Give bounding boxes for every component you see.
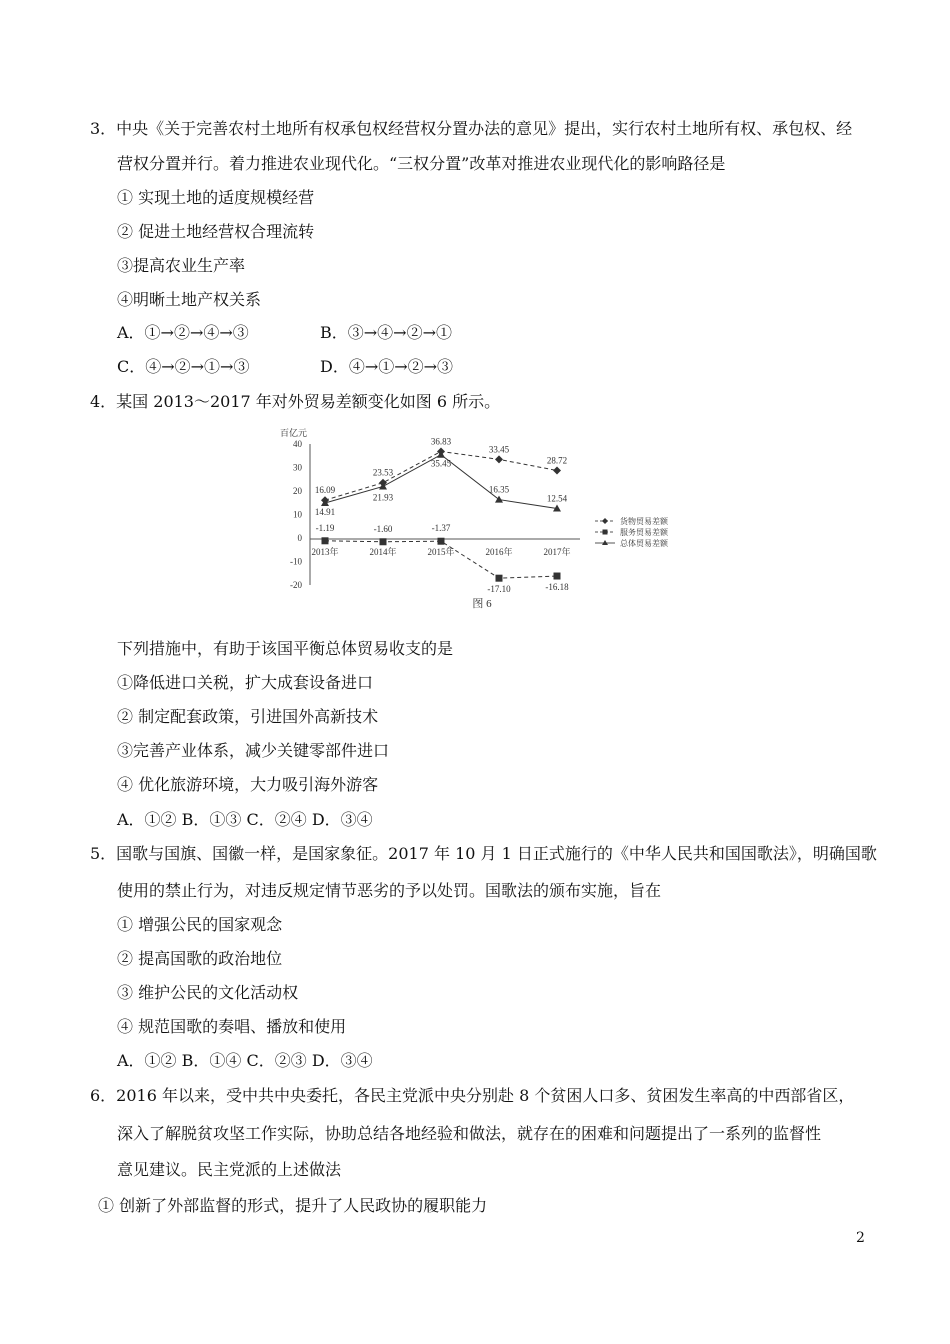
- q3-option-3: ③提高农业生产率: [117, 256, 246, 275]
- data-point: [495, 455, 503, 463]
- q5-option-1: ① 增强公民的国家观念: [117, 915, 283, 934]
- q4-lead: 下列措施中，有助于该国平衡总体贸易收支的是: [117, 639, 454, 658]
- chart-caption: 图 6: [472, 598, 492, 610]
- data-point: [496, 575, 503, 582]
- data-label: 21.93: [372, 492, 394, 503]
- data-label: 12.54: [546, 493, 568, 504]
- data-label: -1.60: [373, 523, 393, 534]
- x-tick-label: 2017年: [543, 547, 571, 557]
- y-tick-label: 10: [293, 509, 302, 520]
- chart-series: [315, 436, 569, 594]
- data-label: 28.72: [546, 455, 568, 466]
- q3-option-2: ② 促进土地经营权合理流转: [117, 222, 315, 241]
- chart-ylabel: 百亿元: [280, 428, 308, 438]
- q5-option-4: ④ 规范国歌的奏唱、播放和使用: [117, 1017, 347, 1036]
- data-label: -1.19: [315, 522, 335, 533]
- data-label: 16.09: [314, 485, 336, 496]
- q4-option-1: ①降低进口关税，扩大成套设备进口: [117, 673, 374, 692]
- data-label: 16.35: [488, 484, 510, 495]
- q6-stem-line1: 6．2016 年以来，受中共中央委托，各民主党派中央分别赴 8 个贫困人口多、贫困发生率高的中西部省区，: [90, 1086, 855, 1105]
- x-tick-labels: [311, 546, 570, 557]
- y-tick-label: -20: [290, 580, 302, 590]
- data-point: [495, 496, 503, 503]
- q4-stem: 4．某国 2013～2017 年对外贸易差额变化如图 6 所示。: [90, 392, 501, 411]
- data-point: [553, 467, 561, 475]
- q3-stem-line2: 营权分置并行。着力推进农业现代化。“三权分置”改革对推进农业现代化的影响路径是: [117, 154, 726, 173]
- trade-balance-chart: [270, 425, 700, 615]
- q3-choice-c: C．④→②→①→③: [117, 357, 250, 376]
- data-point: [438, 538, 445, 545]
- data-point: [380, 538, 387, 545]
- q5-option-3: ③ 维护公民的文化活动权: [117, 983, 299, 1002]
- q5-stem-line1: 5．国歌与国旗、国徽一样，是国家象征。2017 年 10 月 1 日正式施行的《中华人民共和国国歌法》，明确国歌: [90, 844, 877, 863]
- q6-stem-line3: 意见建议。民主党派的上述做法: [117, 1160, 342, 1179]
- q3-choice-b: B．③→④→②→①: [320, 323, 452, 342]
- q3-choice-a: A．①→②→④→③: [117, 323, 249, 342]
- q3-choice-d: D．④→①→②→③: [320, 357, 454, 376]
- q4-option-4: ④ 优化旅游环境，大力吸引海外游客: [117, 775, 379, 794]
- y-tick-label: 0: [297, 533, 302, 543]
- legend-marker: [603, 530, 608, 535]
- data-label: -1.37: [431, 523, 451, 534]
- data-label: 23.53: [372, 467, 394, 478]
- q3-stem-line1: 3．中央《关于完善农村土地所有权承包权经营权分置办法的意见》提出，实行农村土地所有权、承包权、经: [90, 119, 853, 138]
- chart-legend: [595, 516, 669, 548]
- legend-label: 总体贸易差额: [620, 539, 668, 548]
- legend-marker: [602, 518, 608, 524]
- data-label: 35.45: [430, 458, 452, 469]
- q5-choices: A．①② B．①④ C．②③ D．③④: [117, 1051, 373, 1070]
- data-label: 36.83: [430, 436, 452, 447]
- q6-stem-line2: 深入了解脱贫攻坚工作实际，协助总结各地经验和做法，就存在的困难和问题提出了一系列的监督性: [117, 1124, 822, 1143]
- y-tick-label: -10: [290, 556, 302, 567]
- y-tick-label: 30: [293, 462, 302, 473]
- q4-option-2: ② 制定配套政策，引进国外高新技术: [117, 707, 379, 726]
- q4-option-3: ③完善产业体系，减少关键零部件进口: [117, 741, 390, 760]
- y-tick-label: 20: [293, 486, 302, 496]
- x-tick-label: 2016年: [485, 547, 513, 557]
- page-number: 2: [856, 1230, 865, 1246]
- x-tick-label: 2013年: [311, 547, 339, 557]
- data-label: -17.10: [487, 584, 511, 595]
- data-label: 14.91: [314, 506, 336, 517]
- legend-label: 服务贸易差额: [620, 528, 668, 537]
- data-point: [322, 537, 329, 544]
- q4-choices: A．①② B．①③ C．②④ D．③④: [117, 810, 373, 829]
- x-tick-label: 2014年: [369, 547, 397, 557]
- data-label: -16.18: [545, 582, 569, 593]
- data-label: 33.45: [488, 444, 510, 455]
- legend-label: 货物贸易差额: [620, 517, 668, 526]
- q5-option-2: ② 提高国歌的政治地位: [117, 949, 283, 968]
- y-tick-label: 40: [293, 439, 302, 449]
- data-point: [554, 573, 561, 580]
- q3-option-1: ① 实现土地的适度规模经营: [117, 188, 315, 207]
- x-tick-label: 2015年: [427, 547, 455, 557]
- q5-stem-line2: 使用的禁止行为，对违反规定情节恶劣的予以处罚。国歌法的颁布实施，旨在: [117, 881, 662, 900]
- q3-option-4: ④明晰土地产权关系: [117, 290, 262, 309]
- y-tick-labels: [290, 439, 303, 590]
- q6-option-1: ① 创新了外部监督的形式，提升了人民政协的履职能力: [98, 1196, 488, 1215]
